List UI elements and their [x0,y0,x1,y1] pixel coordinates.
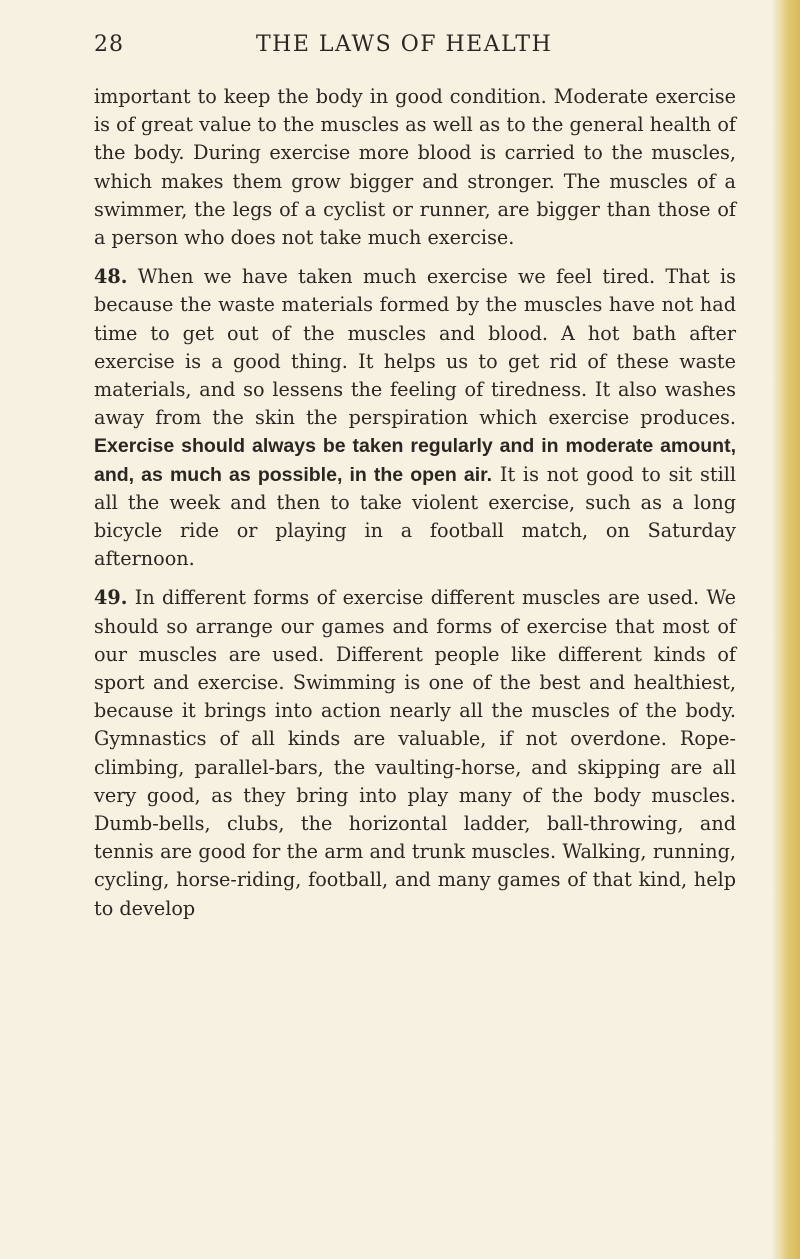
page-header [94,32,734,66]
paragraph-49 [94,584,736,922]
paragraph-text: important to keep the body in good condition. Moderate exercise is of great value to the muscles as well as to the general health of the body. During exercise more blood is carried to the muscles, which makes them grow bigger and stronger. The muscles of a swimmer, the legs of a cyclist or runner, are bigger than those of a person who does not take much exercise. [94,85,736,250]
paragraph-text: When we have taken much exercise we feel tired. That is because the waste materials formed by the muscles have not had time to get out of the muscles and blood. A hot bath after exercise is a good thing. It helps us to get rid of these waste materials, and so lessens the feeling of tiredness. It also washes away from the skin the perspiration which exercise produces. [94,265,736,430]
running-title: THE LAWS OF HEALTH [256,32,553,57]
paragraph-number: 48. [94,265,128,289]
paragraph-number: 49. [94,586,128,610]
paragraph-48 [94,263,736,573]
paragraph-text: In different forms of exercise different muscles are used. We should so arrange our games and forms of exercise that most of our muscles are used. Different people like different kinds of sport and exercise. Swimming is one of the best and healthiest, because it brings into action nearly all the muscles of the body. Gymnastics of all kinds are valuable, if not overdone. Rope-climbing, parallel-bars, the vaulting-horse, and skipping are all very good, as they bring into play many of the body muscles. Dumb-bells, clubs, the horizontal ladder, ball-throwing, and tennis are good for the arm and trunk muscles. Walking, running, cycling, horse-riding, football, and many games of that kind, help to develop [94,586,736,920]
body-text [94,83,736,923]
paragraph-text: It is not good to sit still all the week and then to take violent exercise, such as a long bicycle ride or playing in a football match, on Saturday afternoon. [94,462,736,571]
paragraph-continuation [94,83,736,252]
page-number: 28 [94,32,124,57]
emphasis-text: Exercise should always be taken regularly and in moderate amount, and, as much as possible, in the open air. [94,435,736,486]
page-edge [778,0,800,1259]
